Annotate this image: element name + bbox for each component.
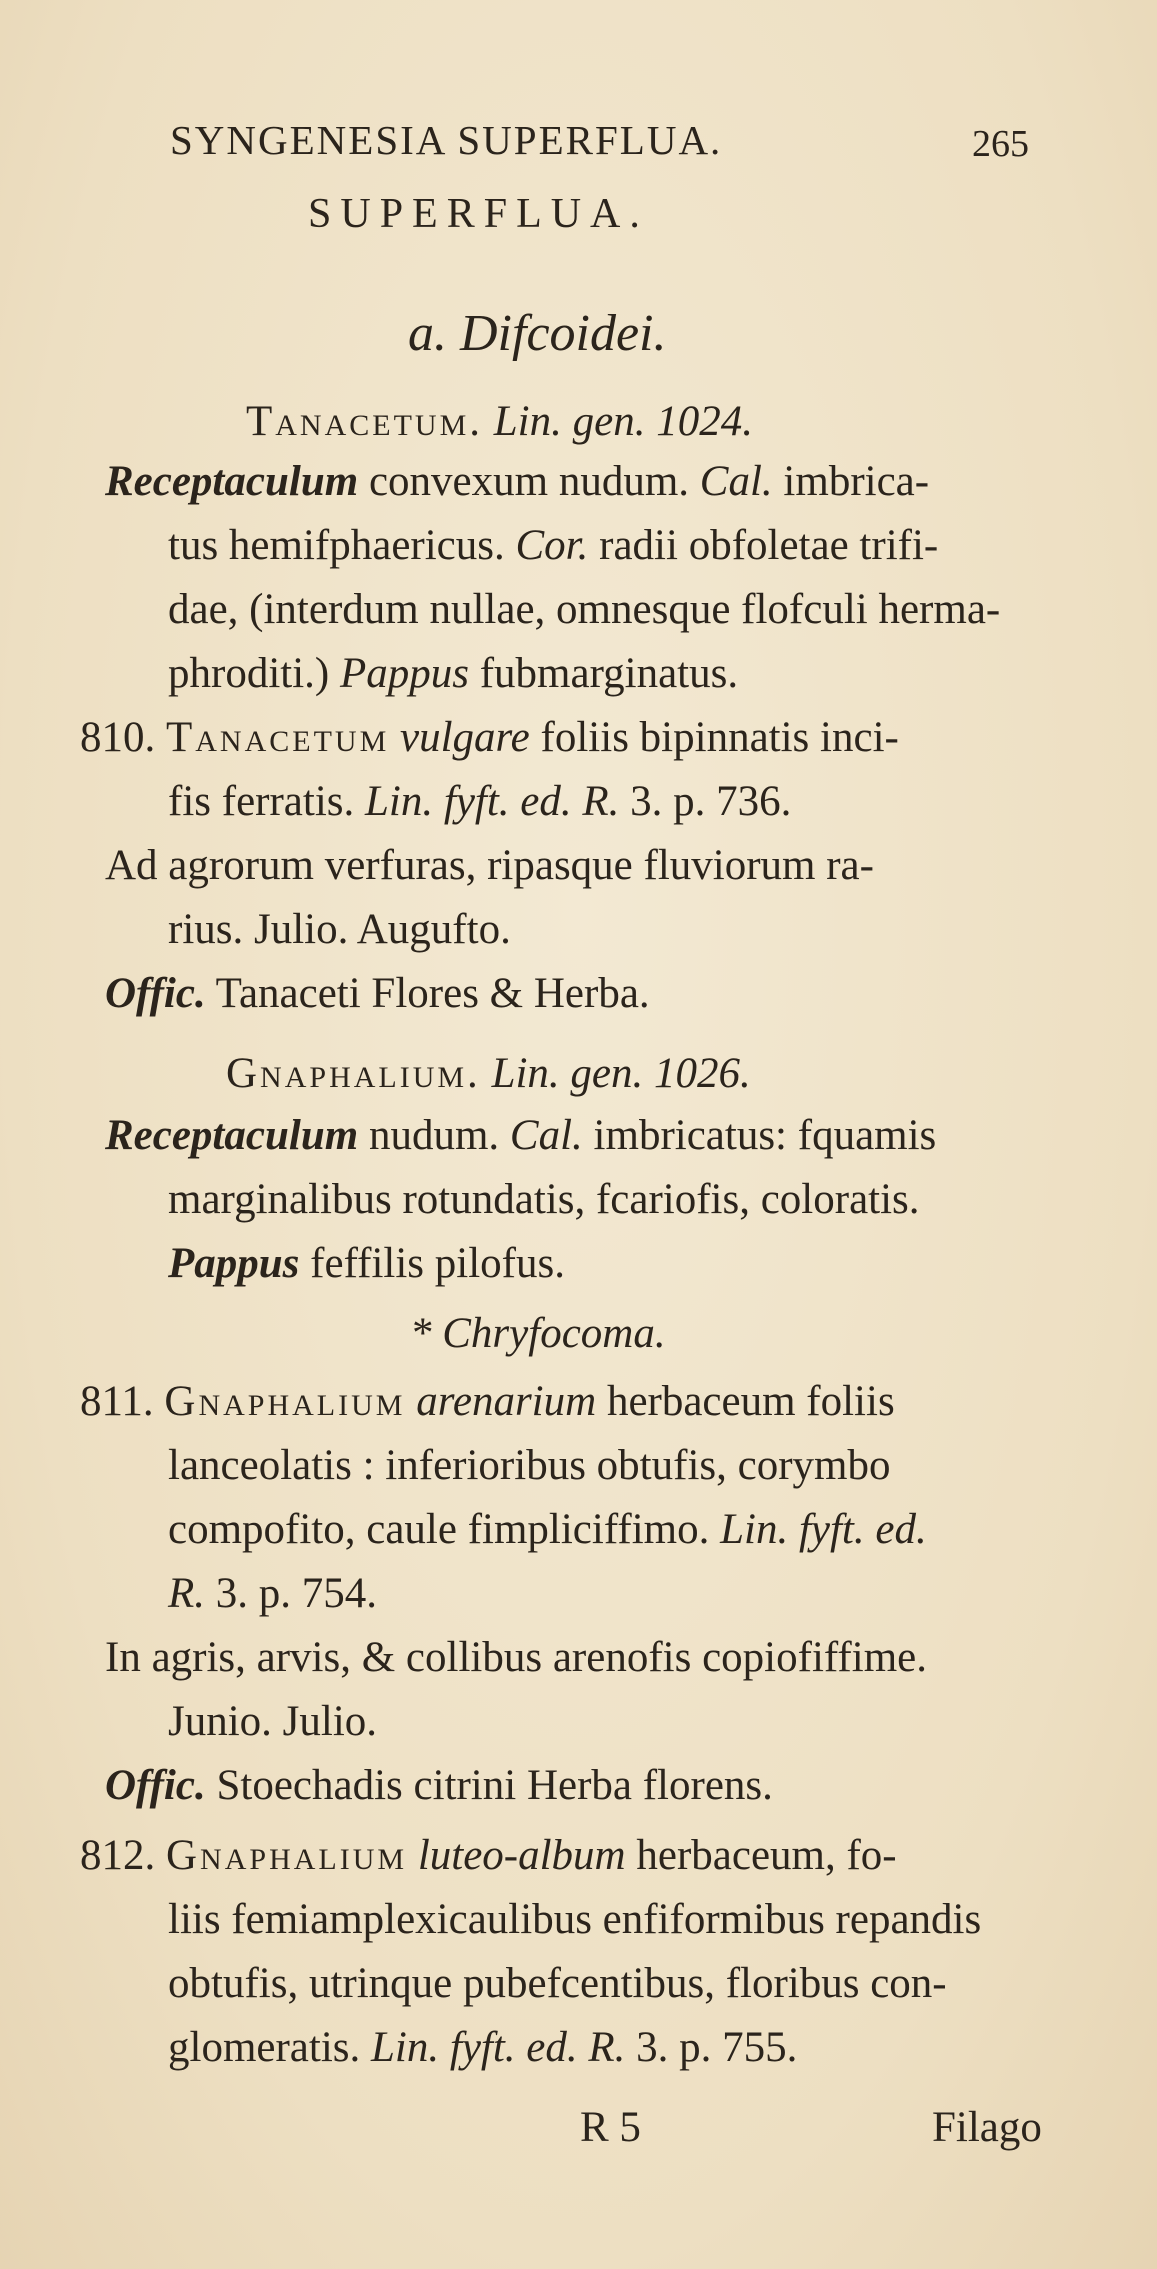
species-entry-811	[80, 1376, 895, 1428]
genus-note: * Chryfocoma.	[410, 1310, 666, 1357]
genus-description-line	[168, 648, 738, 700]
species-line	[168, 1504, 927, 1556]
text: radii obfoletae trifi-	[588, 522, 939, 569]
text: fis ferratis.	[168, 778, 366, 825]
text: 3. p. 755.	[625, 2024, 798, 2071]
text: imbrica-	[772, 458, 930, 505]
text: foliis bipinnatis inci-	[529, 714, 899, 761]
genus-name: Tanacetum	[166, 714, 390, 761]
habitat-line: In agris, arvis, & collibus arenofis copiofiffime.	[105, 1634, 927, 1681]
genus-heading-tanacetum	[246, 396, 753, 448]
habitat-line: Junio. Julio.	[168, 1698, 378, 1745]
term-label: Receptaculum	[105, 458, 359, 505]
text: herbaceum foliis	[596, 1378, 895, 1425]
subsection-title: a. Difcoidei.	[408, 305, 667, 362]
text: compofito, caule fimpliciffimo.	[168, 1506, 721, 1553]
text: nudum.	[358, 1112, 510, 1159]
text: glomeratis.	[168, 2024, 372, 2071]
officinal-line	[105, 968, 650, 1020]
signature-mark: R 5	[580, 2104, 641, 2151]
species-line: lanceolatis : inferioribus obtufis, corymbo	[168, 1442, 891, 1489]
genus-heading-gnaphalium	[226, 1048, 751, 1100]
genus-description-line: dae, (interdum nullae, omnesque flofculi herma-	[168, 586, 1001, 633]
genus-description-line	[105, 456, 929, 508]
species-entry-812	[80, 1830, 897, 1882]
reference: Lin. fyft. ed. R.	[371, 2024, 626, 2071]
species-line	[168, 1568, 377, 1620]
habitat-line: Ad agrorum verfuras, ripasque fluviorum ra-	[105, 842, 874, 889]
species-number: 812.	[80, 1832, 156, 1879]
reference: R.	[168, 1570, 206, 1617]
genus-description-line: marginalibus rotundatis, fcariofis, coloratis.	[168, 1176, 920, 1223]
text: 3. p. 754.	[205, 1570, 378, 1617]
reference: Lin. fyft. ed. R.	[365, 778, 620, 825]
genus-description-line	[105, 1110, 936, 1162]
text: convexum nudum.	[358, 458, 700, 505]
catchword: Filago	[932, 2104, 1042, 2151]
text: Stoechadis citrini Herba florens.	[205, 1762, 773, 1809]
running-title: SYNGENESIA SUPERFLUA.	[170, 117, 723, 163]
genus-reference: Lin. gen. 1026.	[491, 1050, 751, 1097]
page-number: 265	[972, 123, 1029, 165]
genus-name: Gnaphalium.	[226, 1050, 481, 1097]
species-epithet: luteo-album	[417, 1832, 626, 1879]
species-number: 811.	[80, 1378, 154, 1425]
text: feffilis pilofus.	[299, 1240, 565, 1287]
offic-label: Offic.	[105, 1762, 206, 1809]
genus-description-line	[168, 1238, 565, 1290]
species-line: liis femiamplexicaulibus enfiformibus repandis	[168, 1896, 982, 1943]
text: 3. p. 736.	[619, 778, 792, 825]
term-label: Pappus	[168, 1240, 300, 1287]
text: tus hemifphaericus.	[168, 522, 516, 569]
genus-reference: Lin. gen. 1024.	[493, 398, 753, 445]
section-title: SUPERFLUA.	[308, 191, 649, 237]
species-epithet: arenarium	[416, 1378, 597, 1425]
text: fubmarginatus.	[468, 650, 739, 697]
species-number: 810.	[80, 714, 156, 761]
genus-name: Tanacetum.	[246, 398, 484, 445]
term-label: Cal.	[509, 1112, 583, 1159]
offic-label: Offic.	[105, 970, 206, 1017]
species-line	[168, 2022, 797, 2074]
species-entry-810	[80, 712, 899, 764]
text: imbricatus: fquamis	[582, 1112, 937, 1159]
genus-name: Gnaphalium	[164, 1378, 406, 1425]
species-line: obtufis, utrinque pubefcentibus, floribus con-	[168, 1960, 947, 2007]
term-label: Cor.	[515, 522, 589, 569]
term-label: Cal.	[699, 458, 773, 505]
text: herbaceum, fo-	[625, 1832, 897, 1879]
species-line	[168, 776, 791, 828]
text: phroditi.)	[168, 650, 340, 697]
species-epithet: vulgare	[400, 714, 530, 761]
text: Tanaceti Flores & Herba.	[205, 970, 650, 1017]
habitat-line: rius. Julio. Augufto.	[168, 906, 511, 953]
reference: Lin. fyft. ed.	[720, 1506, 927, 1553]
term-label: Receptaculum	[105, 1112, 359, 1159]
term-label: Pappus	[339, 650, 469, 697]
genus-name: Gnaphalium	[166, 1832, 408, 1879]
genus-description-line	[168, 520, 938, 572]
officinal-line	[105, 1760, 773, 1812]
